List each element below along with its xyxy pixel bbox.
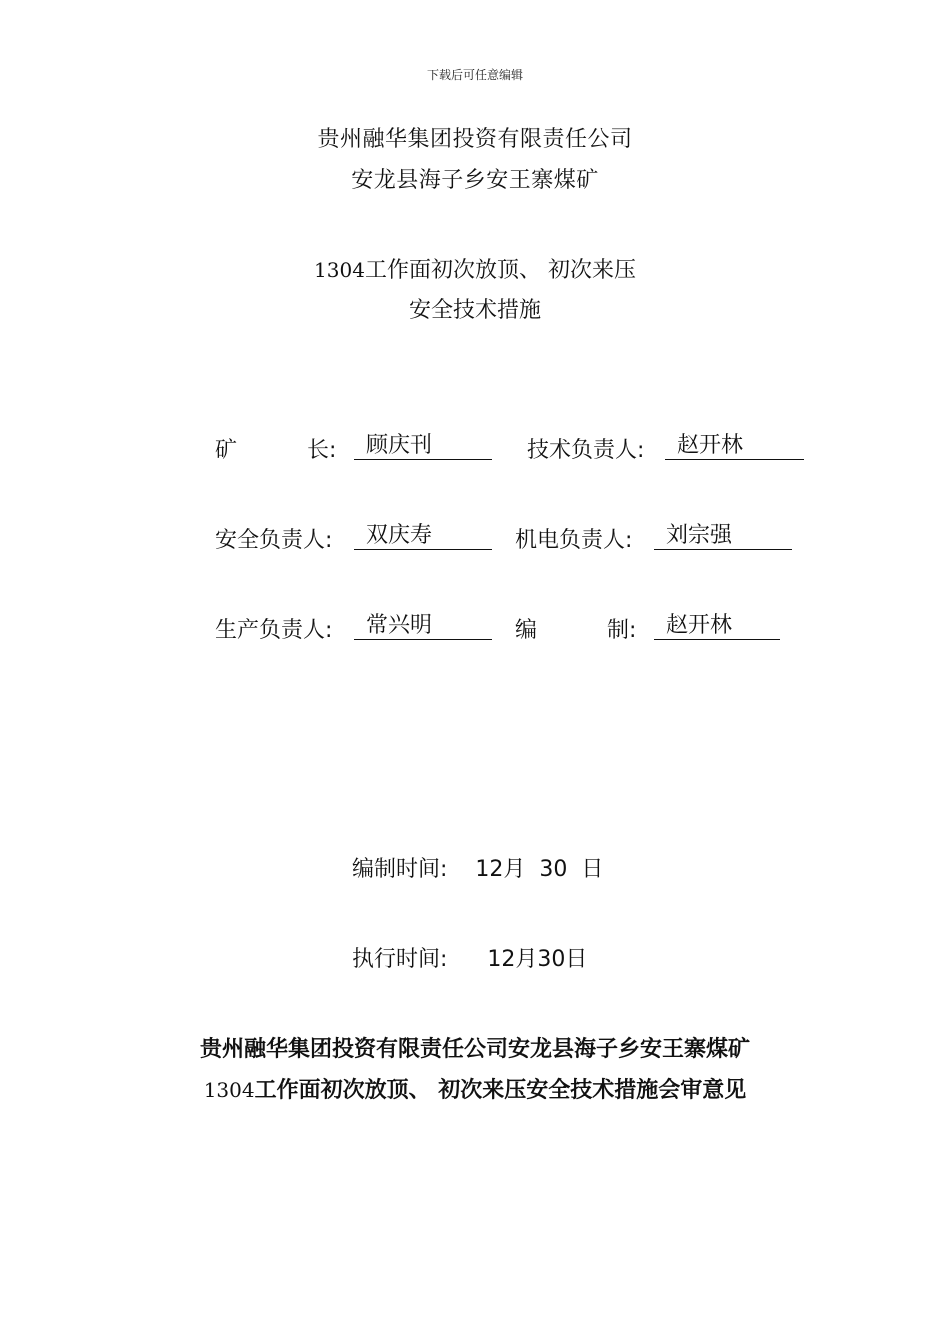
- production-lead-label: 生产负责人:: [215, 618, 333, 643]
- production-lead-value: 常兴明: [354, 613, 492, 640]
- header-note: 下载后可任意编辑: [426, 68, 523, 82]
- opinion-number: 1304: [203, 1078, 255, 1102]
- compiler-label-b: 制:: [607, 618, 637, 643]
- opinion-heading-line2: [0, 1073, 950, 1104]
- compiler-label-a: 编: [515, 618, 538, 643]
- compiler-value: 赵开林: [654, 613, 780, 640]
- mine-name: 安龙县海子乡安王寨煤矿: [351, 168, 599, 193]
- mech-lead-label: 机电负责人:: [515, 528, 633, 553]
- execute-date-value: 12月30日: [487, 947, 588, 972]
- title-text: 工作面初次放顶、 初次来压: [364, 258, 636, 283]
- mech-lead-value: 刘宗强: [654, 523, 792, 550]
- company-name: 贵州融华集团投资有限责任公司: [317, 127, 633, 152]
- safety-lead-label: 安全负责人:: [215, 528, 333, 553]
- execute-date-label: 执行时间:: [352, 947, 448, 972]
- opinion-heading-line1: 贵州融华集团投资有限责任公司安龙县海子乡安王寨煤矿: [199, 1037, 750, 1062]
- document-title-line1: [0, 253, 950, 284]
- compile-date-value: 12月 30 日: [475, 857, 604, 882]
- title-number: 1304: [314, 258, 365, 282]
- mine-manager-label-a: 矿: [215, 438, 238, 463]
- document-title-line2: 安全技术措施: [408, 298, 541, 323]
- safety-lead-value: 双庆寿: [354, 523, 492, 550]
- tech-lead-value: 赵开林: [665, 433, 804, 460]
- opinion-text: 工作面初次放顶、 初次来压安全技术措施会审意见: [254, 1078, 747, 1103]
- mine-manager-value: 顾庆刊: [354, 433, 492, 460]
- compile-date: [352, 852, 603, 883]
- execute-date: [352, 942, 587, 973]
- compile-date-label: 编制时间:: [352, 857, 448, 882]
- mine-manager-label-b: 长:: [307, 438, 337, 463]
- tech-lead-label: 技术负责人:: [527, 438, 645, 463]
